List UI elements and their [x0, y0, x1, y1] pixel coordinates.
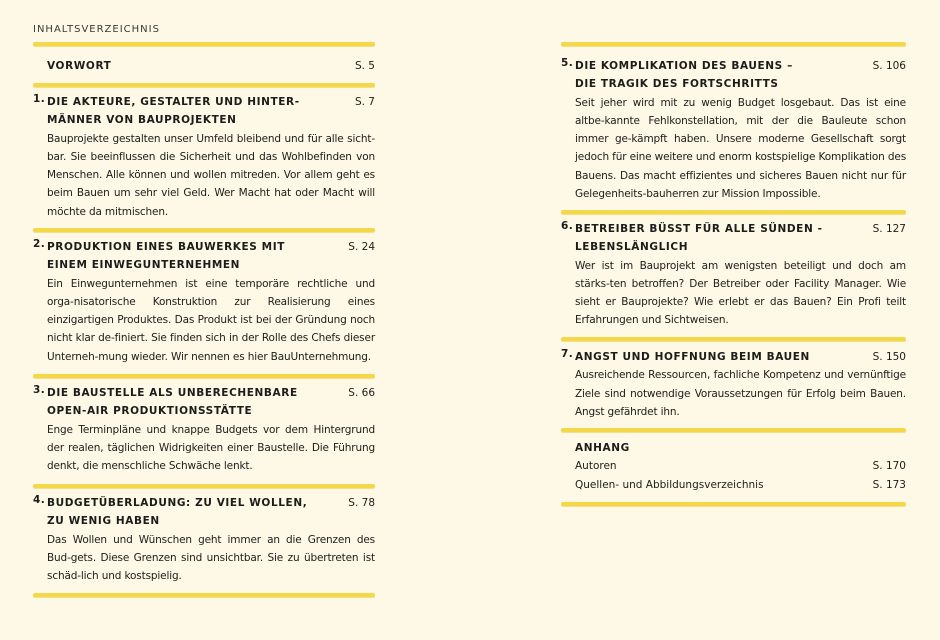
entry-page: S. 106 [872, 60, 906, 72]
divider [33, 228, 375, 232]
entry-description: Wer ist im Bauprojekt am wenigsten beteiligt und doch am stärks-ten betroffen? Der Betreiber oder Facility Manager. Wie sieht er Bauprojekte? Wie erlebt er das Bauen? Ein Profi teilt Erfahrungen und Sichtweisen. [575, 259, 906, 327]
entry-title: BETREIBER BÜSST FÜR ALLE SÜNDEN - LEBENSLÄNGLICH [575, 223, 823, 254]
entry-number: 2. [33, 238, 46, 250]
entry-title: DIE KOMPLIKATION DES BAUENS – DIE TRAGIK DES FORTSCHRITTS [575, 60, 793, 91]
entry-page: S. 150 [872, 351, 906, 363]
entry-page: S. 24 [348, 241, 375, 253]
annex-item-label: Quellen- und Abbildungsverzeichnis [575, 478, 764, 491]
divider [33, 374, 375, 378]
annex-item-sources[interactable] [575, 476, 906, 494]
toc-entry-chapter-2[interactable] [33, 238, 375, 366]
entry-description: Bauprojekte gestalten unser Umfeld bleibend und für alle sicht-bar. Sie beeinflussen die Sicherheit und das Wohlbefinden von Menschen. Alle können und wollen mitreden. Vor allem geht es beim Bauen um sehr viel Geld. Wer Macht hat oder Macht will möchte da mitmischen. [47, 132, 375, 218]
entry-description: Seit jeher wird mit zu wenig Budget losgebaut. Das ist eine altbe-kannte Fehlkonstellation, mit der die Bauleute schon immer ge-kämpft haben. Unsere moderne Gesellschaft sorgt jedoch für eine weitere und enorm kostspielige Komplikation des Bauens. Das macht effizientes und sicheres Bauen nicht nur für Gelegenheits-bauherren zur Mission Impossible. [575, 96, 907, 201]
toc-header: INHALTSVERZEICHNIS [33, 24, 160, 35]
divider [561, 337, 906, 341]
annex-item-page: S. 170 [872, 460, 906, 473]
toc-entry-foreword[interactable] [33, 57, 375, 75]
entry-page: S. 78 [348, 497, 375, 509]
divider [561, 428, 906, 432]
entry-number: 6. [561, 220, 574, 232]
entry-page: S. 127 [872, 223, 906, 235]
entry-page: S. 7 [354, 96, 375, 108]
entry-title: ANGST UND HOFFNUNG BEIM BAUEN [575, 351, 810, 363]
toc-entry-annex [561, 439, 906, 494]
entry-page: S. 5 [354, 60, 375, 72]
entry-description: Das Wollen und Wünschen geht immer an die Grenzen des Bud-gets. Diese Grenzen sind unsichtbar. Sie zu übertreten ist schäd-lich und kostspielig. [47, 533, 375, 583]
annex-title: ANHANG [575, 442, 630, 454]
entry-number: 4. [33, 494, 46, 506]
divider [561, 210, 906, 214]
entry-number: 3. [33, 384, 46, 396]
toc-entry-chapter-1[interactable] [33, 93, 375, 221]
divider [33, 593, 375, 597]
annex-item-label: Autoren [575, 460, 617, 473]
toc-entry-chapter-4[interactable] [33, 494, 375, 585]
entry-title: PRODUKTION EINES BAUWERKES MIT EINEM EINWEGUNTERNEHMEN [47, 241, 285, 272]
entry-number: 1. [33, 93, 46, 105]
entry-number: 5. [561, 57, 574, 69]
toc-entry-chapter-5[interactable] [561, 57, 906, 203]
annex-item-authors[interactable] [575, 457, 906, 475]
entry-description: Enge Terminpläne und knappe Budgets vor dem Hintergrund der realen, täglichen Widrigkeiten einer Baustelle. Die Führung denkt, die menschliche Schwäche lenkt. [47, 423, 375, 473]
divider [33, 42, 375, 46]
annex-item-page: S. 173 [872, 478, 906, 491]
entry-description: Ein Einwegunternehmen ist eine temporäre rechtliche und orga-nisatorische Konstruktion zur Realisierung eines einzigartigen Produktes. Das Produkt ist bei der Gründung noch nicht klar de-finiert. Sie finden sich in der Rolle des Chefs dieser Unterneh-mung wieder. Wir nennen es hier BauUnternehmung. [47, 277, 375, 363]
toc-entry-chapter-6[interactable] [561, 220, 906, 330]
entry-title: DIE BAUSTELLE ALS UNBERECHENBARE OPEN-AIR PRODUKTIONSSTÄTTE [47, 387, 298, 418]
divider [561, 42, 906, 46]
entry-page: S. 66 [348, 387, 375, 399]
entry-title: VORWORT [47, 60, 112, 72]
entry-description: Ausreichende Ressourcen, fachliche Kompetenz und vernünftige Ziele sind notwendige Voraussetzungen für Erfolg beim Bauen. Angst gefährdet ihn. [575, 369, 906, 418]
toc-entry-chapter-7[interactable] [561, 348, 906, 421]
entry-title: DIE AKTEURE, GESTALTER UND HINTER- MÄNNER VON BAUPROJEKTEN [47, 96, 300, 127]
toc-entry-chapter-3[interactable] [33, 384, 375, 475]
divider [561, 502, 906, 506]
entry-number: 7. [561, 348, 574, 360]
divider [33, 484, 375, 488]
divider [33, 83, 375, 87]
entry-title: BUDGETÜBERLADUNG: ZU VIEL WOLLEN, ZU WENIG HABEN [47, 497, 308, 528]
